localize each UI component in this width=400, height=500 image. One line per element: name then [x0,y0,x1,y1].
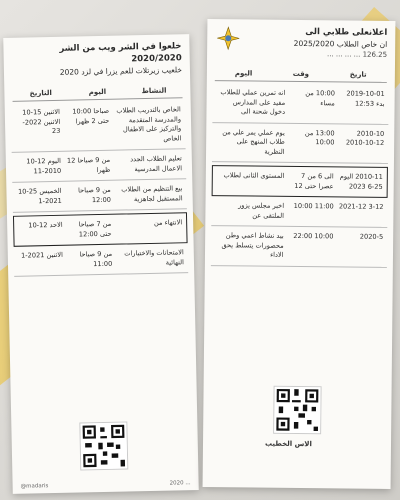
activity-cell: بيد نشاط اعمي وطن محصورات يتسلط يحق الاداء [221,231,284,259]
column-header: وقت [292,69,310,79]
footer-note: 2020 ... [169,480,191,487]
qr-code [273,386,322,435]
date-cell: 2020-5 [359,232,384,241]
time-cell: من 9 صباحا 12:00 [78,185,112,204]
table-row [211,196,387,228]
table-row [212,123,388,164]
time-cell: 13:00 من 10:00 [304,128,335,147]
sheet-title: خلعوا في الشر ويب من الشر 2020/2020 [59,41,182,65]
date-cell: 2010-11 اليوم 25-6 2023 [339,172,383,191]
table-header [215,66,387,83]
footer-handle: @madaris [20,483,49,490]
school-logo-icon [215,25,241,51]
date-cell: الاثنين 15-10 الاثنين 2022-23 [22,107,61,135]
column-header: تاريخ [349,70,367,79]
activity-cell: الخاص بالتدريب الطلاب والمدرسة المتقدمة والتركيز على الاطفال الخاص [116,105,182,143]
date-cell: 3-12 2021-12 [338,202,384,211]
table-row [14,243,189,277]
table-row [212,165,388,198]
date-cell: الخميس 25-10 2021-1 [17,186,62,205]
activity-cell: بيع التنظيم من الطلاب المستقبل لجاهزية [121,184,183,203]
table-row [12,149,187,183]
table-header [12,83,182,102]
time-cell: من 9 صباحا 12 ظهرا [66,155,111,174]
date-cell: الاثنين 2021-1 [20,250,64,260]
time-cell: 10:00 من مساء [305,89,336,107]
activity-cell: المستوى الثانى لطلاب [223,171,285,180]
activity-cell: اخبر مجلس يزور الملتقى عن [238,201,285,220]
time-cell: 11:00 10:00 [293,201,334,211]
activity-cell: الامتحانات والاختبارات النهائية [124,248,185,267]
date-cell: 2019-10-01 بدء 12:53 [346,89,385,108]
qr-code [79,421,128,470]
sheet-meta: 126.25 ... ... ... ... [326,50,388,59]
sheet-header [3,34,190,83]
table-row [12,179,187,213]
date-cell: اليوم 12-10 2010-11 [26,156,62,175]
time-cell: من 7 صباحا حتى 12:00 [78,219,112,238]
activity-cell: انه تمرين عملي للطلاب مفيد على المدارس دخول شحنة الى [220,88,286,116]
time-cell: صباحا 10:00 حتى 2 ظهرا [72,106,110,126]
sheet-subtitle: خلعيب زيرتلات للعم يزرا في لزد 2020 [59,65,183,77]
activity-cell: الانتهاء من [153,218,183,227]
column-header: اليوم [234,69,253,78]
table-row [13,212,188,247]
sheet-footer [21,480,191,490]
column-header: اليوم [88,87,107,97]
date-cell: 2010-10 2010-10-12 [345,129,385,147]
sheet-subtitle: ان خاص الطلاب 2025/2020 [293,38,388,49]
time-cell: من 9 صباحا 11:00 [79,249,113,268]
table-row [11,100,186,153]
column-header: التاريخ [29,88,52,98]
activity-cell: تعليم الطلاب الجدد الاعمال المدرسية [130,154,183,173]
table-row [212,83,388,124]
table-row [211,226,387,267]
announcement-sheet-right [203,19,396,489]
time-cell: 10:00 22:00 [293,231,334,241]
activity-cell: يوم عملي يمر علي من طلاب المنهج على النظرية [222,127,285,156]
sheet-title: اعلانعلى طلابي الى [305,27,388,38]
qr-caption: الاس الخطيب [264,439,312,449]
time-cell: الى 6 من 7 عصرا حتى 12 [294,172,334,190]
column-header: النشاط [141,86,167,96]
date-cell: الاحد 12-10 [28,220,63,230]
announcement-sheet-left [3,34,199,494]
